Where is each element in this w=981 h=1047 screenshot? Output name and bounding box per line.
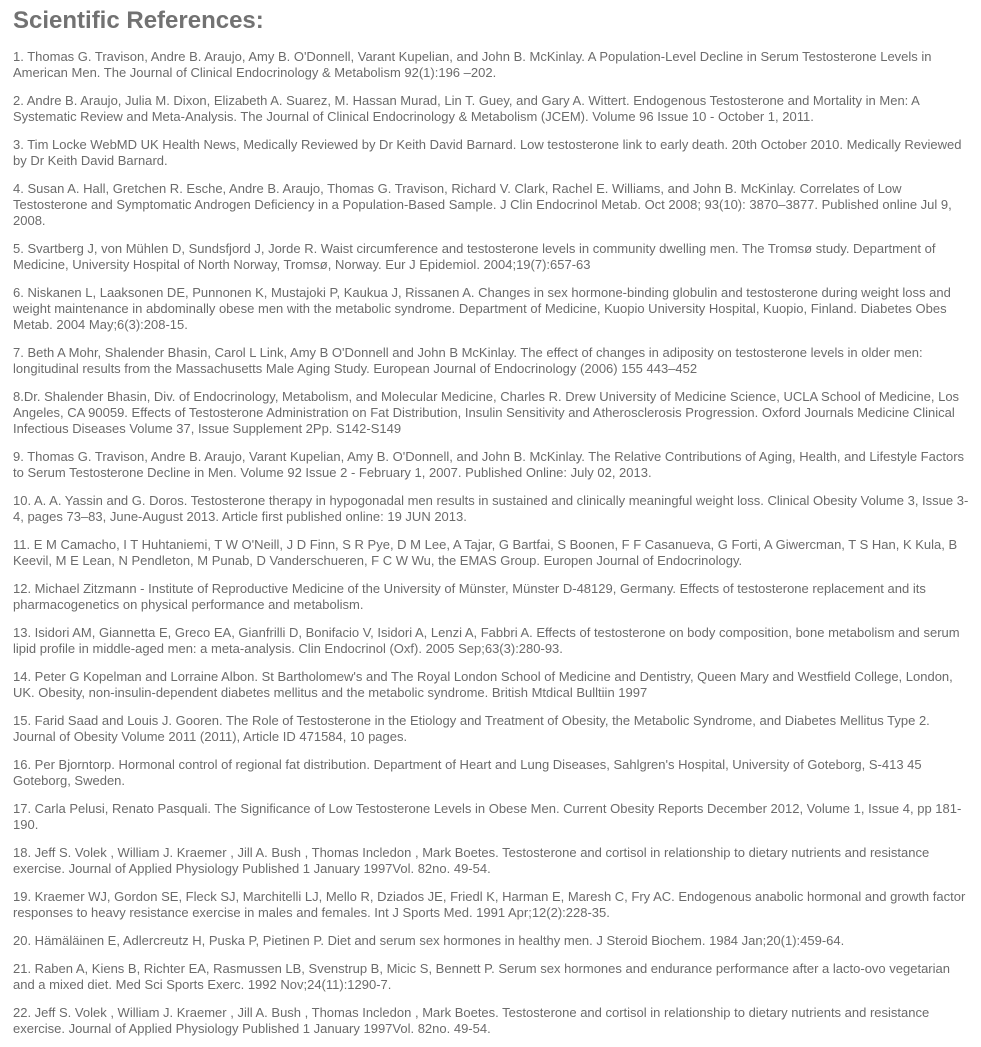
reference-item: 17. Carla Pelusi, Renato Pasquali. The Significance of Low Testosterone Levels in Obese Men. Current Obesity Reports December 2012, Volume 1, Issue 4, pp 181-190. [13, 801, 962, 832]
reference-item: 1. Thomas G. Travison, Andre B. Araujo, Amy B. O'Donnell, Varant Kupelian, and John B. McKinlay. A Population-Level Decline in Serum Testosterone Levels in American Men. The Journal of Clinical Endocrinology & Metabolism 92(1):196 –202. [13, 49, 932, 80]
reference-item: 5. Svartberg J, von Mühlen D, Sundsfjord J, Jorde R. Waist circumference and testosterone levels in community dwelling men. The Tromsø study. Department of Medicine, University Hospital of North Norway, Tromsø, Norway. Eur J Epidemiol. 2004;19(7):657-63 [13, 241, 936, 272]
reference-item: 15. Farid Saad and Louis J. Gooren. The Role of Testosterone in the Etiology and Treatment of Obesity, the Metabolic Syndrome, and Diabetes Mellitus Type 2. Journal of Obesity Volume 2011 (2011), Article ID 471584, 10 pages. [13, 713, 930, 744]
reference-item: 11. E M Camacho, I T Huhtaniemi, T W O'Neill, J D Finn, S R Pye, D M Lee, A Tajar, G Bartfai, S Boonen, F F Casanueva, G Forti, A Giwercman, T S Han, K Kula, B Keevil, M E Lean, N Pendleton, M Punab, D Vanderschueren, F C W Wu, the EMAS Group. Europen Journal of Endocrinology. [13, 537, 958, 568]
reference-item: 6. Niskanen L, Laaksonen DE, Punnonen K, Mustajoki P, Kaukua J, Rissanen A. Changes in sex hormone-binding globulin and testosterone during weight loss and weight maintenance in abdominally obese men with the metabolic syndrome. Department of Medicine, Kuopio University Hospital, Kuopio, Finland. Diabetes Obes Metab. 2004 May;6(3):208-15. [13, 285, 951, 332]
reference-item: 7. Beth A Mohr, Shalender Bhasin, Carol L Link, Amy B O'Donnell and John B McKinlay. The effect of changes in adiposity on testosterone levels in older men: longitudinal results from the Massachusetts Male Aging Study. European Journal of Endocrinology (2006) 155 443–452 [13, 345, 923, 376]
reference-item: 2. Andre B. Araujo, Julia M. Dixon, Elizabeth A. Suarez, M. Hassan Murad, Lin T. Guey, and Gary A. Wittert. Endogenous Testosterone and Mortality in Men: A Systematic Review and Meta-Analysis. The Journal of Clinical Endocrinology & Metabolism (JCEM). Volume 96 Issue 10 - October 1, 2011. [13, 93, 920, 124]
reference-item: 16. Per Bjorntorp. Hormonal control of regional fat distribution. Department of Heart and Lung Diseases, Sahlgren's Hospital, University of Goteborg, S-413 45 Goteborg, Sweden. [13, 757, 922, 788]
reference-item: 18. Jeff S. Volek , William J. Kraemer , Jill A. Bush , Thomas Incledon , Mark Boetes. Testosterone and cortisol in relationship to dietary nutrients and resistance exercise. Journal of Applied Physiology Published 1 January 1997Vol. 82no. 49-54. [13, 845, 930, 876]
reference-item: 20. Hämäläinen E, Adlercreutz H, Puska P, Pietinen P. Diet and serum sex hormones in healthy men. J Steroid Biochem. 1984 Jan;20(1):459-64. [13, 933, 845, 948]
reference-item: 3. Tim Locke WebMD UK Health News, Medically Reviewed by Dr Keith David Barnard. Low testosterone link to early death. 20th October 2010. Medically Reviewed by Dr Keith David Barnard. [13, 137, 962, 168]
reference-item: 8.Dr. Shalender Bhasin, Div. of Endocrinology, Metabolism, and Molecular Medicine, Charles R. Drew University of Medicine Science, UCLA School of Medicine, Los Angeles, CA 90059. Effects of Testosterone Administration on Fat Distribution, Insulin Sensitivity and Atherosclerosis Progression. Oxford Journals Medicine Clinical Infectious Diseases Volume 37, Issue Supplement 2Pp. S142-S149 [13, 389, 960, 436]
reference-item: 12. Michael Zitzmann - Institute of Reproductive Medicine of the University of Münster, Münster D-48129, Germany. Effects of testosterone replacement and its pharmacogenetics on physical performance and metabolism. [13, 581, 926, 612]
reference-item: 21. Raben A, Kiens B, Richter EA, Rasmussen LB, Svenstrup B, Micic S, Bennett P. Serum sex hormones and endurance performance after a lacto-ovo vegetarian and a mixed diet. Med Sci Sports Exerc. 1992 Nov;24(11):1290-7. [13, 961, 950, 992]
reference-list [13, 49, 973, 1037]
reference-item: 19. Kraemer WJ, Gordon SE, Fleck SJ, Marchitelli LJ, Mello R, Dziados JE, Friedl K, Harman E, Maresh C, Fry AC. Endogenous anabolic hormonal and growth factor responses to heavy resistance exercise in males and females. Int J Sports Med. 1991 Apr;12(2):228-35. [13, 889, 966, 920]
reference-item: 4. Susan A. Hall, Gretchen R. Esche, Andre B. Araujo, Thomas G. Travison, Richard V. Clark, Rachel E. Williams, and John B. McKinlay. Correlates of Low Testosterone and Symptomatic Androgen Deficiency in a Population-Based Sample. J Clin Endocrinol Metab. Oct 2008; 93(10): 3870–3877. Published online Jul 9, 2008. [13, 181, 952, 228]
reference-item: 14. Peter G Kopelman and Lorraine Albon. St Bartholomew's and The Royal London School of Medicine and Dentistry, Queen Mary and Westfield College, London, UK. Obesity, non-insulin-dependent diabetes mellitus and the metabolic syndrome. British Mtdical Bulltiin 1997 [13, 669, 953, 700]
reference-item: 13. Isidori AM, Giannetta E, Greco EA, Gianfrilli D, Bonifacio V, Isidori A, Lenzi A, Fabbri A. Effects of testosterone on body composition, bone metabolism and serum lipid profile in middle-aged men: a meta-analysis. Clin Endocrinol (Oxf). 2005 Sep;63(3):280-93. [13, 625, 960, 656]
page-title: Scientific References: [13, 7, 264, 34]
reference-item: 22. Jeff S. Volek , William J. Kraemer , Jill A. Bush , Thomas Incledon , Mark Boetes. Testosterone and cortisol in relationship to dietary nutrients and resistance exercise. Journal of Applied Physiology Published 1 January 1997Vol. 82no. 49-54. [13, 1005, 930, 1036]
reference-item: 9. Thomas G. Travison, Andre B. Araujo, Varant Kupelian, Amy B. O'Donnell, and John B. McKinlay. The Relative Contributions of Aging, Health, and Lifestyle Factors to Serum Testosterone Decline in Men. Volume 92 Issue 2 - February 1, 2007. Published Online: July 02, 2013. [13, 449, 965, 480]
reference-item: 10. A. A. Yassin and G. Doros. Testosterone therapy in hypogonadal men results in sustained and clinically meaningful weight loss. Clinical Obesity Volume 3, Issue 3-4, pages 73–83, June-August 2013. Article first published online: 19 JUN 2013. [13, 493, 969, 524]
